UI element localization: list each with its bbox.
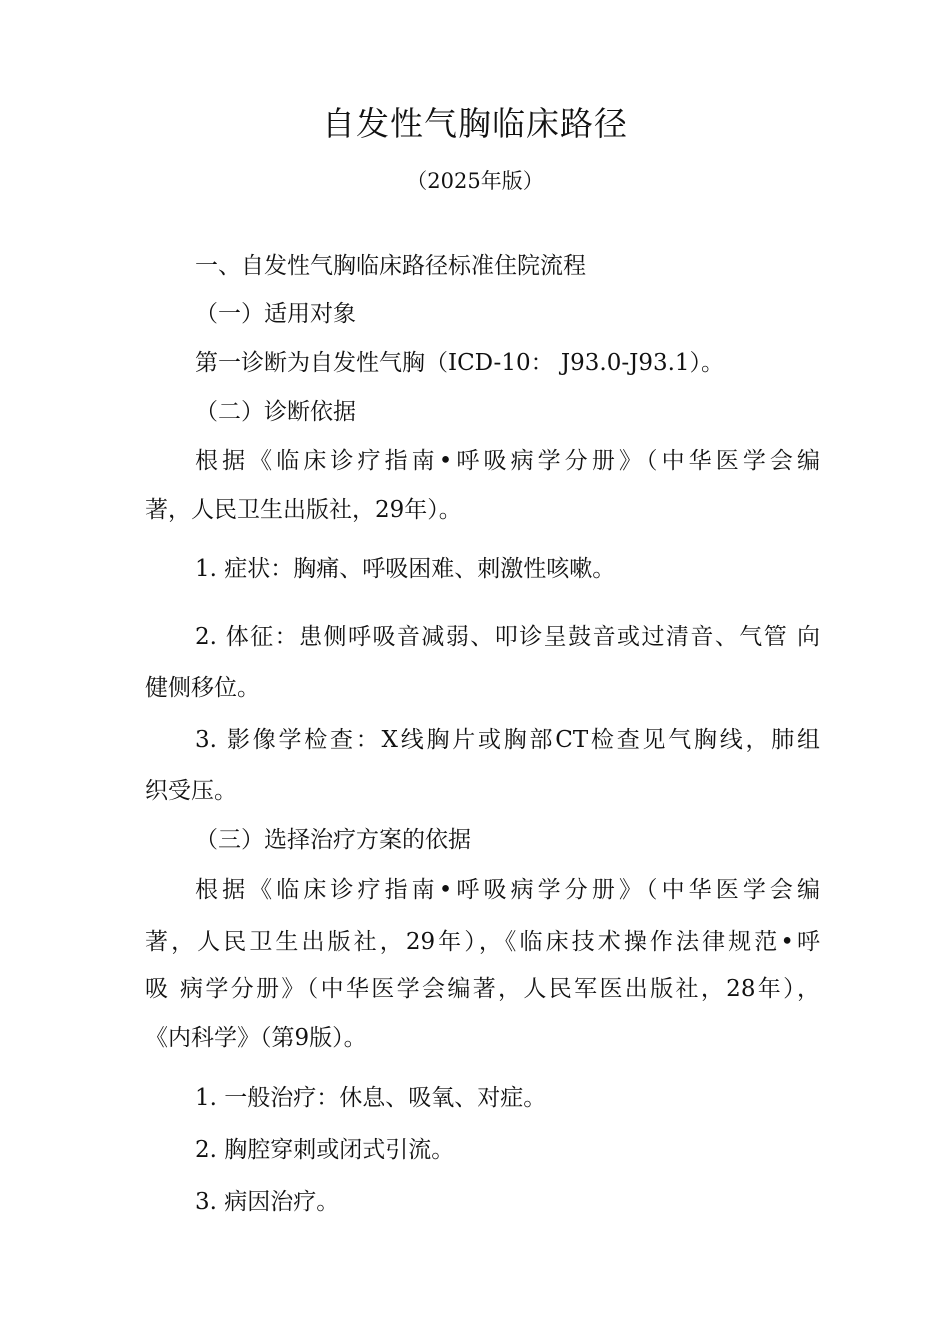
subsection-heading: （三）选择治疗方案的依据 [195,827,471,853]
subsection-heading: （二）诊断依据 [195,399,356,425]
paragraph-line: 吸 病学分册》（中华医学会编著，人民军医出版社，28年）， [145,976,820,1002]
paragraph-line: 《内科学》（第9版）。 [145,1025,367,1051]
paragraph-line: 第一诊断为自发性气胸（ICD-10： J93.0-J93.1）。 [195,350,725,376]
paragraph-line: 根据《临床诊疗指南•呼吸病学分册》（中华医学会编 [195,877,820,903]
list-item-continuation: 织受压。 [145,778,237,804]
paragraph-line: 著，人民卫生出版社，29年）。 [145,497,462,523]
list-item: 2. 胸腔穿刺或闭式引流。 [195,1137,455,1163]
list-item: 2. 体征：患侧呼吸音减弱、叩诊呈鼓音或过清音、气管 向 [195,624,820,650]
paragraph-line: 根据《临床诊疗指南•呼吸病学分册》（中华医学会编 [195,448,820,474]
list-item: 3. 影像学检查：X线胸片或胸部CT检查见气胸线，肺组 [195,727,820,753]
section-heading: 一、自发性气胸临床路径标准住院流程 [195,253,586,279]
list-item: 1. 症状：胸痛、呼吸困难、刺激性咳嗽。 [195,556,616,582]
document-title: 自发性气胸临床路径 [322,104,628,143]
list-item-continuation: 健侧移位。 [145,675,260,701]
document-subtitle: （2025年版） [406,169,544,193]
list-item: 3. 病因治疗。 [195,1189,340,1215]
list-item: 1. 一般治疗：休息、吸氧、对症。 [195,1085,547,1111]
subsection-heading: （一）适用对象 [195,301,356,327]
paragraph-line: 著，人民卫生出版社，29年），《临床技术操作法律规范•呼 [145,929,820,955]
